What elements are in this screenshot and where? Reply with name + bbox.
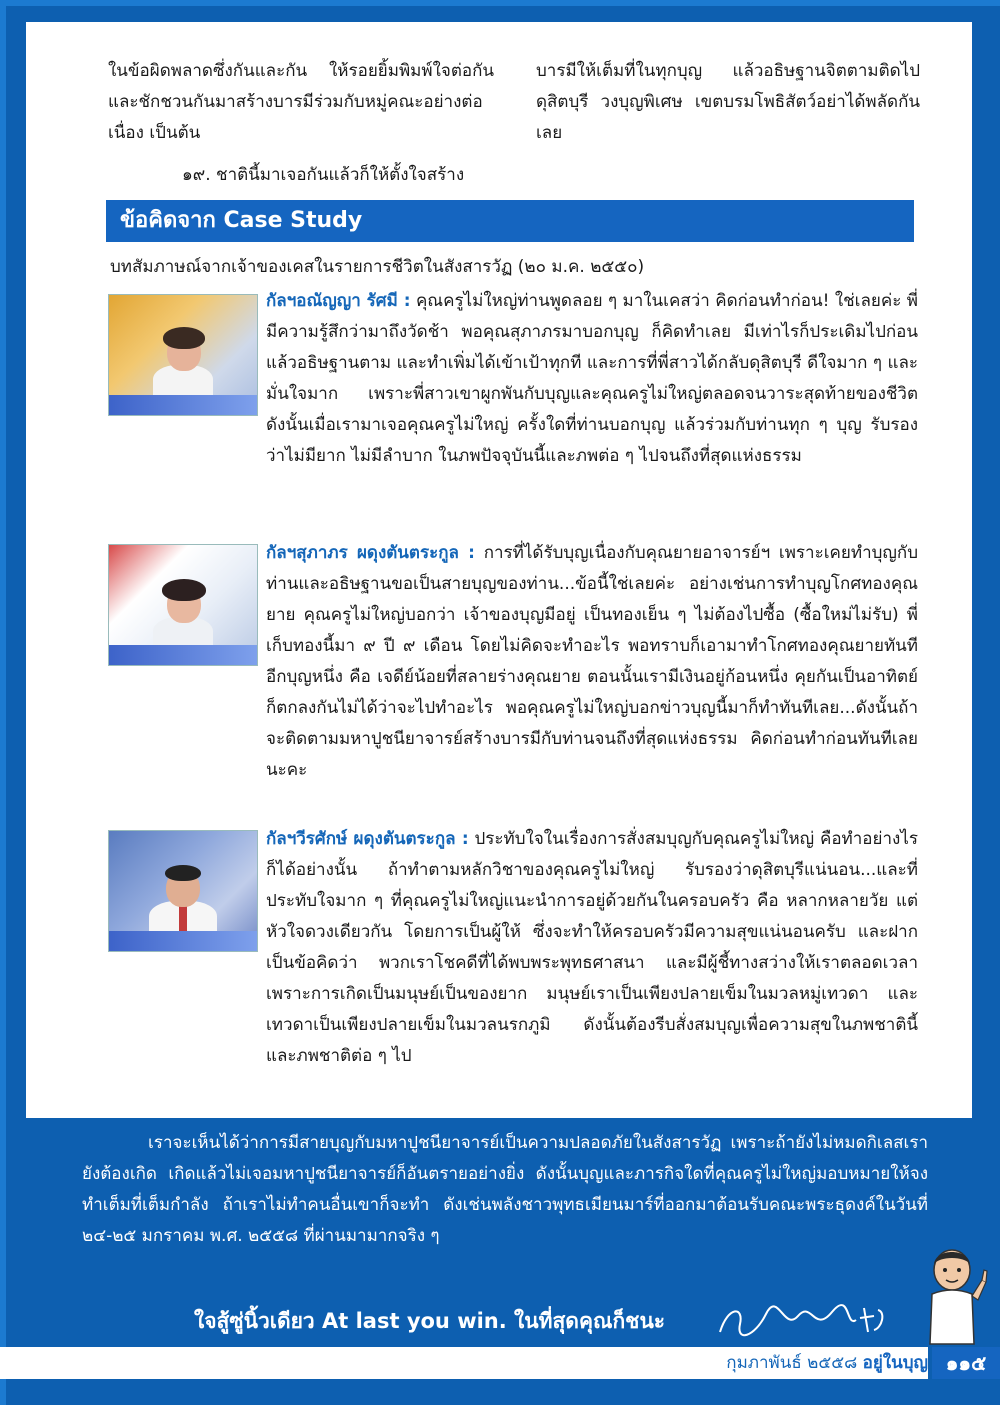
speaker-1-name: กัลฯอณัญญา รัศมี : xyxy=(266,291,411,311)
top-right-paragraph: บารมีให้เต็มที่ในทุกบุญ แล้วอธิษฐานจิตตามติดไปดุสิตบุรี วงบุญพิเศษ เขตบรมโพธิสัตว์อย่าได้พลัดกันเลย xyxy=(536,61,920,143)
footer-issue-date: กุมภาพันธ์ ๒๕๕๘ xyxy=(726,1353,858,1373)
top-left-item-19: ๑๙. ชาตินี้มาเจอกันแล้วก็ให้ตั้งใจสร้าง xyxy=(182,165,465,185)
frame-edge-top xyxy=(0,0,1000,6)
interview-intro: บทสัมภาษณ์จากเจ้าของเคสในรายการชีวิตในสังสารวัฏ (๒๐ ม.ค. ๒๕๕๐) xyxy=(110,257,645,277)
interviewee-photo-2 xyxy=(108,544,258,666)
interviewee-photo-3 xyxy=(108,830,258,952)
interview-2 xyxy=(266,538,918,786)
interview-3 xyxy=(266,824,918,1072)
footer-magazine-name: อยู่ในบุญ xyxy=(862,1353,928,1373)
speaker-3-name: กัลฯวีรศักษ์ ผดุงตันตระกูล : xyxy=(266,829,469,849)
section-heading: ข้อคิดจาก Case Study xyxy=(106,200,914,242)
signature-graphic xyxy=(714,1298,894,1344)
interview-3-text: ประทับใจในเรื่องการสั่งสมบุญกับคุณครูไม่ใหญ่ คือทำอย่างไรก็ได้อย่างนั้น ถ้าทำตามหลักวิชาของคุณครูไม่ใหญ่ รับรองว่าดุสิตบุรีแน่นอน...และที่ประทับใจมาก ๆ ที่คุณครูไม่ใหญ่แนะนำการอยู่ด้วยกันในครอบครัว คือ หลากหลายวัย แต่หัวใจดวงเดียวกัน โดยการเป็นผู้ให้ ซึ่งจะทำให้ครอบครัวมีความสุขแน่นอนครับ และฝากเป็นข้อคิดว่า พวกเราโชคดีที่ได้พบพระพุทธศาสนา และมีผู้ชี้ทางสว่างให้เราตลอดเวลา เพราะการเกิดเป็นมนุษย์เป็นของยาก มนุษย์เราเป็นเพียงปลายเข็มในมวลหมู่เทวดา และเทวดาเป็นเพียงปลายเข็มในมวลนรกภูมิ ดังนั้นต้องรีบสั่งสมบุญเพื่อความสุขในภพชาตินี้และภพชาติต่อ ๆ ไป xyxy=(266,829,918,1066)
slogan: ใจสู้ซู่นิ้วเดียว At last you win. ในที่สุดคุณก็ชนะ xyxy=(194,1309,666,1333)
interview-1-text: คุณครูไม่ใหญ่ท่านพูดลอย ๆ มาในเคสว่า คิดก่อนทำก่อน! ใช่เลยค่ะ พี่มีความรู้สึกว่ามาถึงวัดช้า พอคุณสุภาภรมาบอกบุญ ก็คิดทำเลย มีเท่าไรก็ประเดิมไปก่อน แล้วอธิษฐานตาม และทำเพิ่มได้เข้าเป้าทุกที และการที่พี่สาวได้กลับดุสิตบุรี ดีใจมาก ๆ และมั่นใจมาก เพราะพี่สาวเขาผูกพันกับบุญและคุณครูไม่ใหญ่ตลอดจนวาระสุดท้ายของชีวิต ดังนั้นเมื่อเรามาเจอคุณครูไม่ใหญ่ ครั้งใดที่ท่านบอกบุญ แล้วร่วมกับท่านทุก ๆ บุญ รับรองว่าไม่มียาก ไม่มีลำบาก ในภพปัจจุบันนี้และภพต่อ ๆ ไปจนถึงที่สุดแห่งธรรม xyxy=(266,291,918,466)
footer-issue xyxy=(726,1350,928,1376)
conclusion-paragraph: เราจะเห็นได้ว่าการมีสายบุญกับมหาปูชนียาจารย์เป็นความปลอดภัยในสังสารวัฏ เพราะถ้ายังไม่หมดกิเลสเรายังต้องเกิด เกิดแล้วไม่เจอมหาปูชนียาจารย์ก็อันตรายอย่างยิ่ง ดังนั้นบุญและภารกิจใดที่คุณครูไม่ใหญ่มอบหมายให้จงทำเต็มที่เต็มกำลัง ถ้าเราไม่ทำคนอื่นเขาก็จะทำ ดังเช่นพลังชาวพุทธเมียนมาร์ที่ออกมาต้อนรับคณะพระธุดงค์ในวันที่ ๒๔-๒๕ มกราคม พ.ศ. ๒๕๕๘ ที่ผ่านมามากจริง ๆ xyxy=(82,1133,928,1246)
interviewee-photo-1 xyxy=(108,294,258,416)
page-number: ๑๑๕ xyxy=(932,1347,1000,1379)
interview-1 xyxy=(266,286,918,472)
speaker-2-name: กัลฯสุภาภร ผดุงตันตระกูล : xyxy=(266,543,475,563)
interview-2-text: การที่ได้รับบุญเนื่องกับคุณยายอาจารย์ฯ เพราะเคยทำบุญกับท่านและอธิษฐานขอเป็นสายบุญของท่าน...ข้อนี้ใช่เลยค่ะ อย่างเช่นการทำบุญโกศทองคุณยาย คุณครูไม่ใหญ่บอกว่า เจ้าของบุญมีอยู่ เป็นทองเย็น ๆ ไม่ต้องไปซื้อ (ซื้อใหม่ไม่รับ) พี่เก็บทองนี้มา ๙ ปี ๙ เดือน โดยไม่คิดจะทำอะไร พอทราบก็เอามาทำโกศทองคุณยายทันที อีกบุญหนึ่ง คือ เจดีย์น้อยที่สลายร่างคุณยาย ตอนนั้นเรามีเงินอยู่ก้อนหนึ่ง คุยกันเป็นอาทิตย์ก็ตกลงกันไม่ได้ว่าจะไปทำอะไร พอคุณครูไม่ใหญ่บอกข่าวบุญนี้มาก็ทำทันทีเลย...ดังนั้นถ้าจะติดตามมหาปูชนียาจารย์สร้างบารมีกับท่านจนถึงที่สุดแห่งธรรม คิดก่อนทำก่อนทันทีเลยนะคะ xyxy=(266,543,918,780)
mascot-illustration xyxy=(912,1244,992,1348)
frame-edge-left xyxy=(0,0,6,1405)
top-left-paragraph: ในข้อผิดพลาดซึ่งกันและกัน ให้รอยยิ้มพิมพ์ใจต่อกัน และชักชวนกันมาสร้างบารมีร่วมกับหมู่คณะอย่างต่อเนื่อง เป็นต้น xyxy=(108,61,494,143)
